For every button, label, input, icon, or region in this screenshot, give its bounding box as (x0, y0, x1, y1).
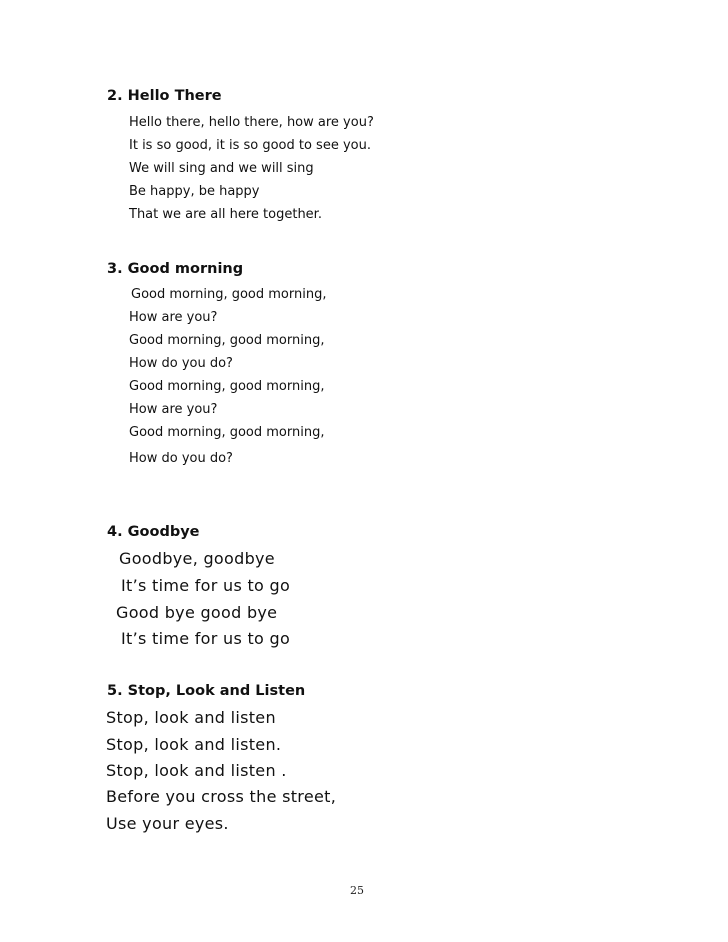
lyric-line: Good morning, good morning, (129, 333, 325, 348)
lyric-line: Stop, look and listen (106, 708, 276, 727)
section-heading: 5. Stop, Look and Listen (107, 683, 306, 699)
lyric-line: Goodbye, goodbye (119, 549, 275, 568)
lyric-line: Stop, look and listen. (106, 735, 282, 754)
lyric-line: Hello there, hello there, how are you? (129, 115, 374, 130)
lyric-line: It is so good, it is so good to see you. (129, 138, 371, 153)
section-heading: 2. Hello There (107, 88, 222, 104)
lyric-line: That we are all here together. (129, 207, 322, 222)
lyric-line: Good morning, good morning, (131, 287, 327, 302)
section-heading: 3. Good morning (107, 261, 244, 277)
lyric-line: We will sing and we will sing (129, 161, 314, 176)
lyric-line: Use your eyes. (106, 814, 229, 833)
page-number: 25 (350, 884, 364, 897)
lyric-line: It’s time for us to go (121, 576, 291, 595)
lyric-line: Good morning, good morning, (129, 425, 325, 440)
lyric-line: Good bye good bye (116, 603, 278, 622)
lyric-line: How do you do? (129, 451, 233, 466)
lyric-line: It’s time for us to go (121, 629, 291, 648)
lyric-line: How are you? (129, 402, 218, 417)
lyric-line: Good morning, good morning, (129, 379, 325, 394)
lyric-line: How do you do? (129, 356, 233, 371)
lyric-line: Be happy, be happy (129, 184, 260, 199)
lyric-line: Before you cross the street, (106, 787, 337, 806)
section-heading: 4. Goodbye (107, 524, 200, 540)
lyric-line: How are you? (129, 310, 218, 325)
lyric-line: Stop, look and listen . (106, 761, 287, 780)
